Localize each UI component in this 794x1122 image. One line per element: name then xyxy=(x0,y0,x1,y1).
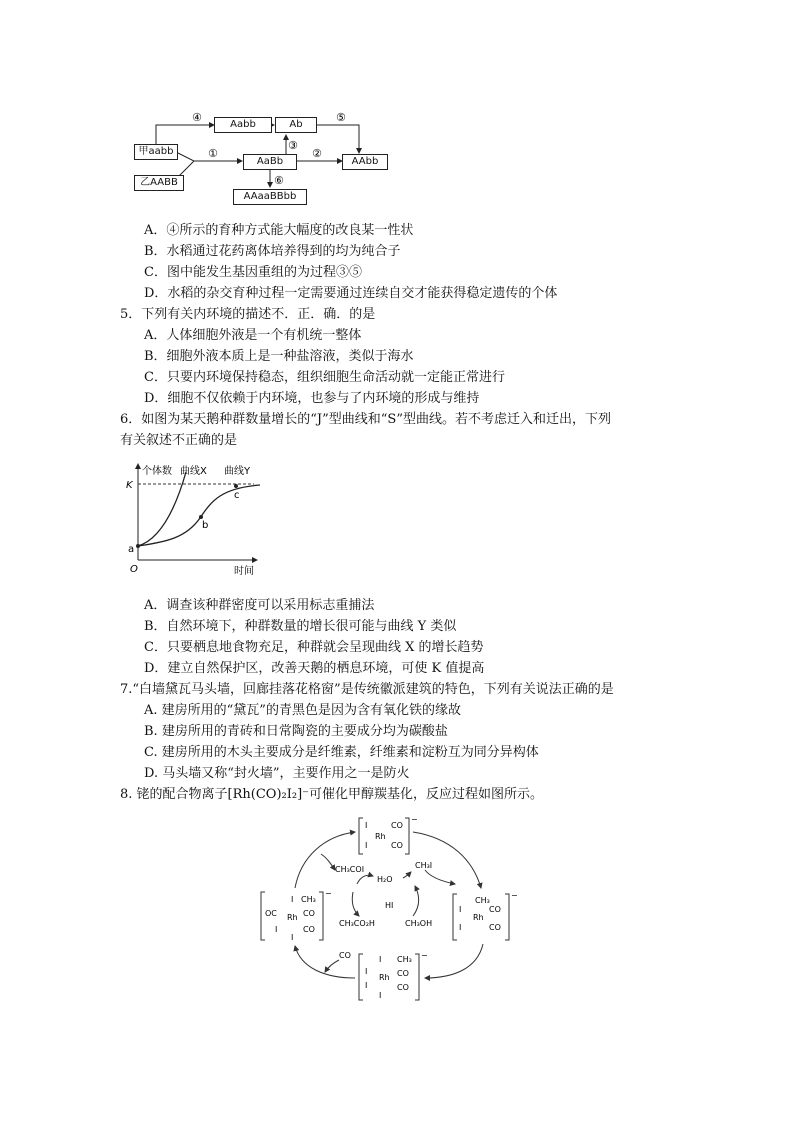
q6-stem-line1: 6．如图为某天鹅种群数量增长的“J”型曲线和“S”型曲线。若不考虑迁入和迁出，下列 xyxy=(120,412,611,427)
step-3: ③ xyxy=(288,139,298,152)
q6-option-c: C．只要栖息地食物充足，种群就会呈现曲线 X 的增长趋势 xyxy=(144,640,484,655)
label-ch3co2h: CH₃CO₂H xyxy=(339,919,375,928)
svg-text:−: − xyxy=(411,815,418,824)
label-hi: HI xyxy=(385,901,394,910)
q6-stem-line2: 有关叙述不正确的是 xyxy=(120,433,238,448)
arrow-ch3i-in xyxy=(425,870,455,884)
q5-option-b: B．细胞外液本质上是一种盐溶液，类似于海水 xyxy=(144,349,414,364)
arrow-inner-top xyxy=(357,875,373,884)
step-1: ① xyxy=(208,147,218,160)
svg-text:−: − xyxy=(421,951,428,960)
svg-text:CO: CO xyxy=(489,905,501,914)
chart-k-label: K xyxy=(126,480,133,491)
svg-text:I: I xyxy=(459,905,462,914)
svg-text:I: I xyxy=(365,821,368,830)
arrow-inner-bottom xyxy=(403,872,411,878)
box-aabb-right: AAbb xyxy=(342,154,388,170)
svg-text:Rh: Rh xyxy=(375,832,386,841)
svg-text:−: − xyxy=(325,889,332,898)
svg-text:CO: CO xyxy=(391,841,403,850)
chart-ylabel: 个体数 xyxy=(142,466,172,477)
q6-option-d: D．建立自然保护区，改善天鹅的栖息环境，可使 K 值提高 xyxy=(144,661,485,676)
q5-option-c: C．只要内环境保持稳态，组织细胞生命活动就一定能正常进行 xyxy=(144,370,505,385)
box-aabb-top: Aabb xyxy=(214,117,272,133)
label-ch3oh: CH₃OH xyxy=(405,919,433,928)
q7-option-b: B. 建房所用的青砖和日常陶瓷的主要成分均为碳酸盐 xyxy=(144,724,448,739)
catalytic-cycle-diagram xyxy=(255,812,525,1004)
label-ch3i: CH₃I xyxy=(415,861,433,870)
chart-curve-x-label: 曲线X xyxy=(180,466,207,477)
step-4: ④ xyxy=(192,111,202,124)
q4-option-d: D．水稻的杂交育种过程一定需要通过连续自交才能获得稳定遗传的个体 xyxy=(144,286,558,301)
point-a-dot xyxy=(136,544,140,548)
svg-text:Rh: Rh xyxy=(287,913,298,922)
curve-x-line xyxy=(138,472,186,546)
q7-option-c: C. 建房所用的木头主要成分是纤维素，纤维素和淀粉互为同分异构体 xyxy=(144,745,539,760)
svg-text:I: I xyxy=(379,991,382,1000)
q7-option-a: A. 建房所用的“黛瓦”的青黑色是因为含有氧化铁的缘故 xyxy=(144,703,461,718)
arrow-left-to-top xyxy=(295,832,355,888)
svg-text:I: I xyxy=(291,895,294,904)
complex-bottom xyxy=(359,951,428,1000)
svg-text:CO: CO xyxy=(303,909,315,918)
svg-text:I: I xyxy=(275,925,278,934)
svg-text:OC: OC xyxy=(265,909,277,918)
step-5: ⑤ xyxy=(336,111,346,124)
svg-text:I: I xyxy=(365,981,368,990)
q7-option-d: D. 马头墙又称“封火墙”，主要作用之一是防火 xyxy=(144,766,410,781)
svg-text:−: − xyxy=(511,891,518,900)
box-aabb-mid: AaBb xyxy=(243,154,297,170)
arrow-inner-left xyxy=(352,892,359,916)
svg-text:CO: CO xyxy=(303,925,315,934)
svg-text:CO: CO xyxy=(397,983,409,992)
svg-text:I: I xyxy=(291,933,294,942)
box-jia: 甲aabb xyxy=(134,144,178,160)
box-ab: Ab xyxy=(275,117,317,133)
q6-option-b: B．自然环境下，种群数量的增长很可能与曲线 Y 类似 xyxy=(144,619,457,634)
q5-option-d: D．细胞不仅依赖于内环境，也参与了内环境的形成与维持 xyxy=(144,391,480,406)
chart-origin: O xyxy=(130,564,138,575)
arrow-inner-right xyxy=(413,886,419,916)
svg-text:I: I xyxy=(365,841,368,850)
svg-text:CO: CO xyxy=(489,923,501,932)
q4-option-a: A．④所示的育种方式能大幅度的改良某一性状 xyxy=(144,223,414,238)
q5-option-a: A．人体细胞外液是一个有机统一整体 xyxy=(144,328,362,343)
complex-top xyxy=(359,815,418,854)
point-c-dot xyxy=(234,484,238,488)
q4-option-c: C．图中能发生基因重组的为过程③⑤ xyxy=(144,265,362,280)
growth-chart xyxy=(122,460,272,580)
curve-y-line xyxy=(138,485,260,546)
q5-stem: 5．下列有关内环境的描述不．正．确．的是 xyxy=(120,307,376,322)
point-b-dot xyxy=(199,515,203,519)
svg-text:CH₃: CH₃ xyxy=(397,955,412,964)
svg-text:Rh: Rh xyxy=(473,913,484,922)
box-yi: 乙AABB xyxy=(134,175,184,191)
complex-right xyxy=(453,891,518,940)
step-6: ⑥ xyxy=(274,174,284,187)
chart-point-c: c xyxy=(234,490,240,501)
box-aaaabbbb: AAaaBBbb xyxy=(233,189,307,205)
svg-text:CO: CO xyxy=(397,969,409,978)
arrow-right-to-bottom xyxy=(425,944,483,978)
label-co: CO xyxy=(339,951,351,960)
svg-text:Rh: Rh xyxy=(379,973,390,982)
svg-text:CH₃: CH₃ xyxy=(301,895,316,904)
svg-text:I: I xyxy=(365,967,368,976)
chart-point-b: b xyxy=(202,520,209,531)
chart-curve-y-label: 曲线Y xyxy=(224,466,251,477)
arrow-co-in xyxy=(325,960,339,972)
svg-text:CH₃: CH₃ xyxy=(475,896,490,905)
svg-text:I: I xyxy=(379,955,382,964)
chart-xlabel: 时间 xyxy=(234,566,254,577)
arrow-top-to-right xyxy=(413,832,481,888)
q7-stem: 7.“白墙黛瓦马头墙，回廊挂落花格窗”是传统徽派建筑的特色，下列有关说法正确的是 xyxy=(120,682,614,697)
q6-option-a: A．调查该种群密度可以采用标志重捕法 xyxy=(144,598,375,613)
chart-point-a: a xyxy=(128,544,135,555)
svg-text:I: I xyxy=(459,923,462,932)
step-2: ② xyxy=(312,147,322,160)
arrow-ch3coi-out xyxy=(321,854,335,870)
q4-option-b: B．水稻通过花药离体培养得到的均为纯合子 xyxy=(144,244,401,259)
q8-stem: 8. 铑的配合物离子[Rh(CO)₂I₂]⁻可催化甲醇羰基化，反应过程如图所示。 xyxy=(120,787,544,802)
label-ch3coi: CH₃COI xyxy=(335,865,365,874)
svg-text:CO: CO xyxy=(391,821,403,830)
complex-left xyxy=(261,889,332,942)
label-h2o: H₂O xyxy=(377,875,393,884)
